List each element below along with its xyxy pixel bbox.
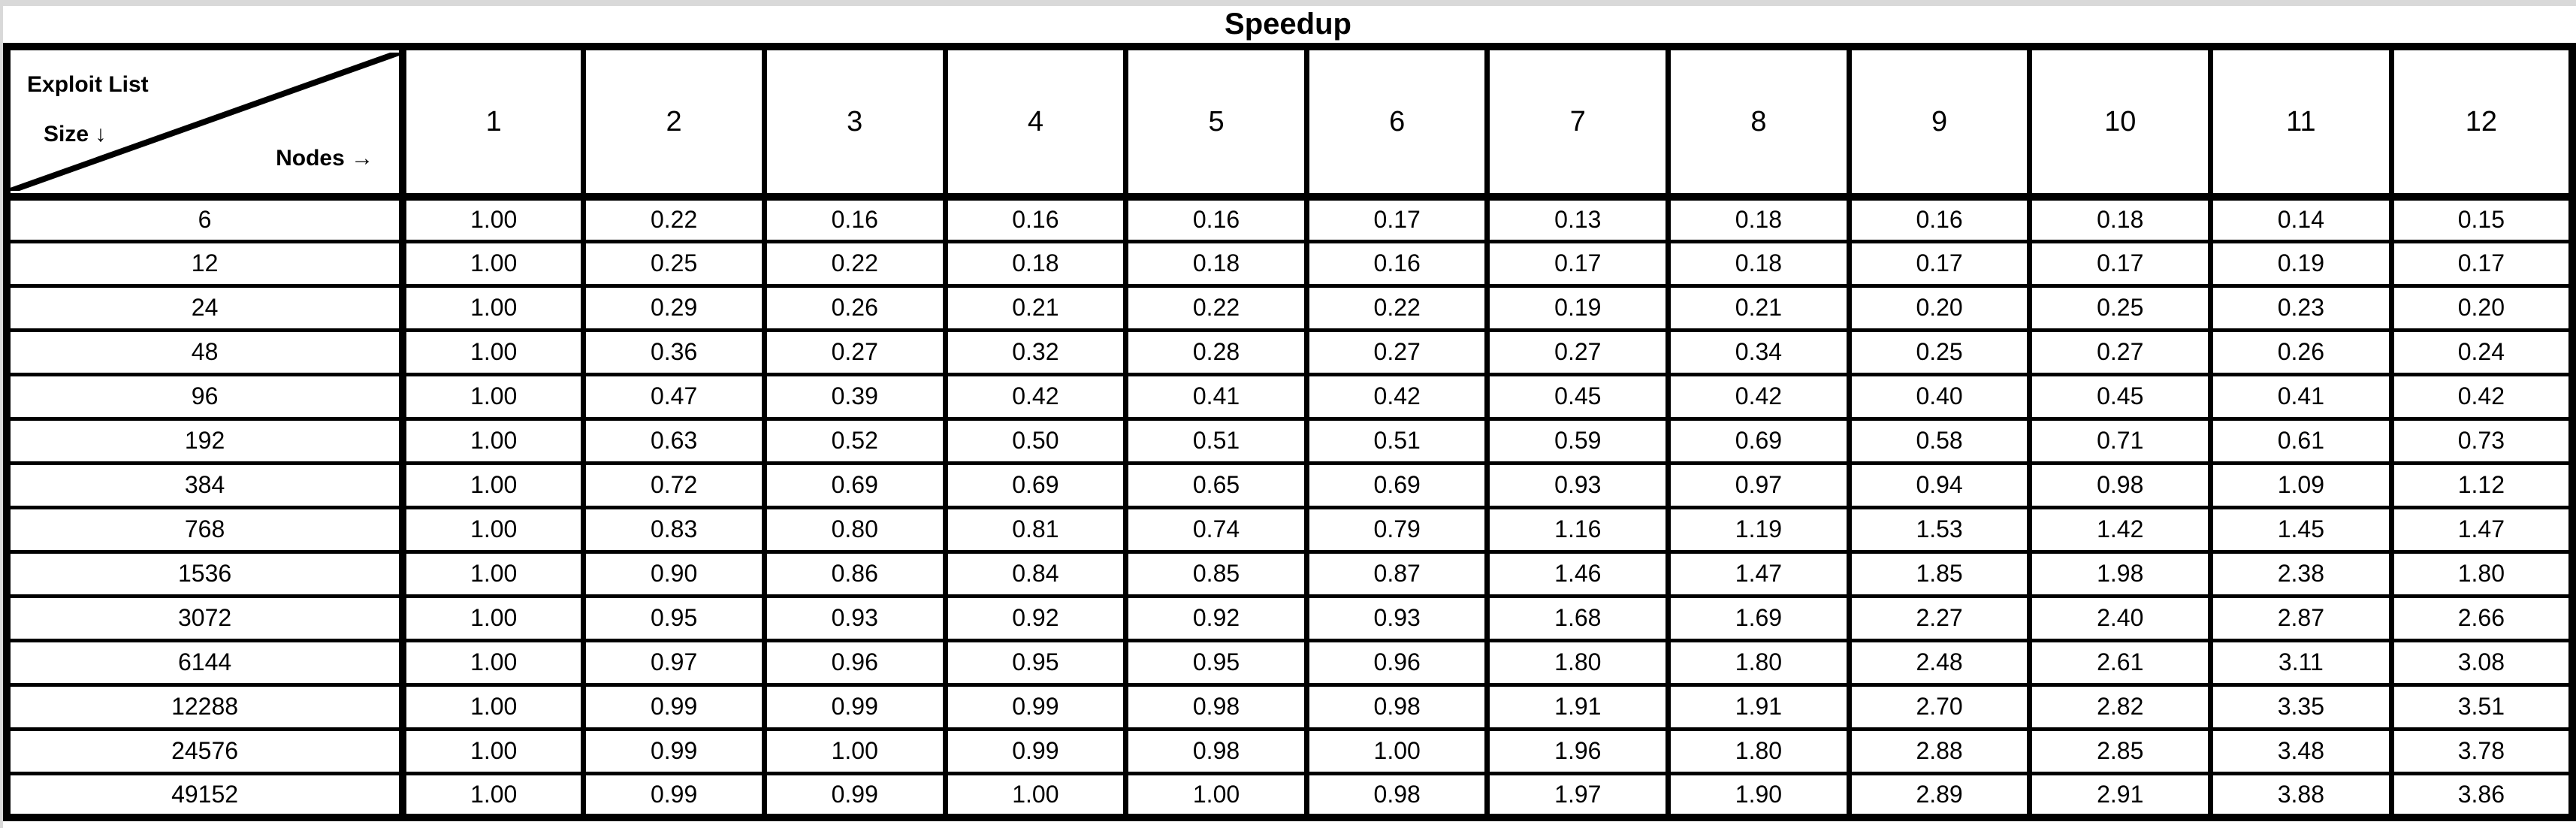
speedup-value-cell: 0.14 xyxy=(2211,197,2392,241)
speedup-value-cell: 0.69 xyxy=(1669,419,1850,463)
row-axis-direction-label: Size ↓ xyxy=(44,122,107,147)
size-row-header: 192 xyxy=(7,419,403,463)
speedup-value-cell: 0.99 xyxy=(584,729,765,773)
speedup-value-cell: 0.17 xyxy=(2391,241,2572,286)
table-row xyxy=(7,419,2572,463)
speedup-value-cell: 0.85 xyxy=(1126,551,1307,596)
speedup-value-cell: 0.42 xyxy=(2391,374,2572,419)
page-edge-left xyxy=(0,0,3,828)
speedup-value-cell: 3.51 xyxy=(2391,684,2572,729)
speedup-value-cell: 0.22 xyxy=(1126,286,1307,330)
page-edge-top xyxy=(0,0,2576,6)
speedup-value-cell: 2.85 xyxy=(2030,729,2211,773)
speedup-value-cell: 1.91 xyxy=(1669,684,1850,729)
speedup-value-cell: 2.70 xyxy=(1849,684,2030,729)
speedup-value-cell: 0.95 xyxy=(584,596,765,640)
table-row xyxy=(7,463,2572,507)
speedup-value-cell: 0.42 xyxy=(945,374,1126,419)
speedup-value-cell: 1.47 xyxy=(2391,507,2572,551)
speedup-value-cell: 0.26 xyxy=(764,286,945,330)
speedup-value-cell: 0.21 xyxy=(945,286,1126,330)
speedup-value-cell: 0.59 xyxy=(1487,419,1669,463)
speedup-value-cell: 1.00 xyxy=(403,507,584,551)
node-column-header: 5 xyxy=(1126,47,1307,197)
speedup-value-cell: 0.16 xyxy=(764,197,945,241)
speedup-value-cell: 3.48 xyxy=(2211,729,2392,773)
speedup-value-cell: 0.15 xyxy=(2391,197,2572,241)
speedup-value-cell: 0.79 xyxy=(1306,507,1487,551)
speedup-value-cell: 1.00 xyxy=(403,419,584,463)
speedup-value-cell: 0.74 xyxy=(1126,507,1307,551)
speedup-table xyxy=(3,43,2576,821)
speedup-value-cell: 2.88 xyxy=(1849,729,2030,773)
speedup-value-cell: 0.69 xyxy=(1306,463,1487,507)
speedup-value-cell: 1.45 xyxy=(2211,507,2392,551)
speedup-value-cell: 0.58 xyxy=(1849,419,2030,463)
speedup-value-cell: 1.00 xyxy=(403,286,584,330)
speedup-value-cell: 0.92 xyxy=(1126,596,1307,640)
speedup-value-cell: 3.78 xyxy=(2391,729,2572,773)
size-row-header: 1536 xyxy=(7,551,403,596)
speedup-value-cell: 0.98 xyxy=(1126,729,1307,773)
speedup-value-cell: 0.65 xyxy=(1126,463,1307,507)
speedup-value-cell: 0.19 xyxy=(1487,286,1669,330)
speedup-value-cell: 2.38 xyxy=(2211,551,2392,596)
speedup-value-cell: 1.46 xyxy=(1487,551,1669,596)
speedup-value-cell: 0.29 xyxy=(584,286,765,330)
speedup-value-cell: 0.17 xyxy=(1306,197,1487,241)
speedup-value-cell: 1.09 xyxy=(2211,463,2392,507)
node-column-header: 3 xyxy=(764,47,945,197)
table-row xyxy=(7,374,2572,419)
speedup-value-cell: 0.24 xyxy=(2391,330,2572,374)
speedup-value-cell: 0.98 xyxy=(1306,684,1487,729)
speedup-value-cell: 0.81 xyxy=(945,507,1126,551)
speedup-value-cell: 0.99 xyxy=(764,684,945,729)
speedup-value-cell: 1.80 xyxy=(1487,640,1669,684)
speedup-value-cell: 0.16 xyxy=(1849,197,2030,241)
speedup-value-cell: 0.39 xyxy=(764,374,945,419)
speedup-value-cell: 0.22 xyxy=(584,197,765,241)
speedup-value-cell: 0.93 xyxy=(764,596,945,640)
size-row-header: 24 xyxy=(7,286,403,330)
speedup-value-cell: 1.19 xyxy=(1669,507,1850,551)
speedup-value-cell: 0.18 xyxy=(1669,241,1850,286)
speedup-value-cell: 1.00 xyxy=(1306,729,1487,773)
speedup-value-cell: 0.99 xyxy=(584,773,765,817)
speedup-value-cell: 2.82 xyxy=(2030,684,2211,729)
speedup-value-cell: 1.00 xyxy=(403,241,584,286)
speedup-value-cell: 2.89 xyxy=(1849,773,2030,817)
table-row xyxy=(7,197,2572,241)
speedup-value-cell: 0.42 xyxy=(1306,374,1487,419)
speedup-value-cell: 3.08 xyxy=(2391,640,2572,684)
speedup-value-cell: 1.80 xyxy=(2391,551,2572,596)
speedup-value-cell: 0.34 xyxy=(1669,330,1850,374)
speedup-value-cell: 1.00 xyxy=(1126,773,1307,817)
speedup-value-cell: 0.73 xyxy=(2391,419,2572,463)
speedup-value-cell: 0.27 xyxy=(2030,330,2211,374)
speedup-value-cell: 0.21 xyxy=(1669,286,1850,330)
speedup-value-cell: 0.26 xyxy=(2211,330,2392,374)
speedup-value-cell: 1.00 xyxy=(403,640,584,684)
speedup-value-cell: 0.61 xyxy=(2211,419,2392,463)
table-row xyxy=(7,684,2572,729)
speedup-value-cell: 0.41 xyxy=(1126,374,1307,419)
node-column-header: 7 xyxy=(1487,47,1669,197)
speedup-value-cell: 2.87 xyxy=(2211,596,2392,640)
speedup-value-cell: 0.69 xyxy=(945,463,1126,507)
speedup-value-cell: 0.72 xyxy=(584,463,765,507)
node-column-header: 11 xyxy=(2211,47,2392,197)
speedup-value-cell: 3.86 xyxy=(2391,773,2572,817)
speedup-value-cell: 1.47 xyxy=(1669,551,1850,596)
speedup-value-cell: 2.48 xyxy=(1849,640,2030,684)
speedup-value-cell: 0.22 xyxy=(764,241,945,286)
speedup-value-cell: 0.99 xyxy=(945,729,1126,773)
speedup-value-cell: 0.83 xyxy=(584,507,765,551)
speedup-value-cell: 1.68 xyxy=(1487,596,1669,640)
speedup-value-cell: 1.12 xyxy=(2391,463,2572,507)
speedup-value-cell: 0.45 xyxy=(1487,374,1669,419)
speedup-value-cell: 0.52 xyxy=(764,419,945,463)
speedup-value-cell: 0.25 xyxy=(1849,330,2030,374)
speedup-value-cell: 2.66 xyxy=(2391,596,2572,640)
size-row-header: 96 xyxy=(7,374,403,419)
speedup-value-cell: 1.00 xyxy=(403,596,584,640)
speedup-value-cell: 0.17 xyxy=(1849,241,2030,286)
speedup-value-cell: 0.80 xyxy=(764,507,945,551)
speedup-value-cell: 0.22 xyxy=(1306,286,1487,330)
speedup-value-cell: 0.95 xyxy=(1126,640,1307,684)
speedup-value-cell: 0.41 xyxy=(2211,374,2392,419)
node-column-header: 10 xyxy=(2030,47,2211,197)
speedup-value-cell: 0.63 xyxy=(584,419,765,463)
speedup-value-cell: 0.13 xyxy=(1487,197,1669,241)
corner-box xyxy=(11,53,399,191)
speedup-value-cell: 0.18 xyxy=(945,241,1126,286)
speedup-value-cell: 3.11 xyxy=(2211,640,2392,684)
speedup-value-cell: 1.80 xyxy=(1669,729,1850,773)
speedup-value-cell: 0.20 xyxy=(2391,286,2572,330)
table-row xyxy=(7,551,2572,596)
speedup-value-cell: 0.93 xyxy=(1306,596,1487,640)
speedup-value-cell: 0.45 xyxy=(2030,374,2211,419)
speedup-value-cell: 0.92 xyxy=(945,596,1126,640)
speedup-value-cell: 1.00 xyxy=(403,197,584,241)
table-row xyxy=(7,729,2572,773)
speedup-value-cell: 0.23 xyxy=(2211,286,2392,330)
speedup-value-cell: 0.99 xyxy=(945,684,1126,729)
table-row xyxy=(7,507,2572,551)
speedup-value-cell: 0.99 xyxy=(764,773,945,817)
speedup-value-cell: 0.47 xyxy=(584,374,765,419)
speedup-value-cell: 0.71 xyxy=(2030,419,2211,463)
col-axis-label: Nodes → xyxy=(276,146,374,171)
speedup-value-cell: 0.27 xyxy=(1306,330,1487,374)
size-row-header: 49152 xyxy=(7,773,403,817)
speedup-value-cell: 0.90 xyxy=(584,551,765,596)
speedup-value-cell: 1.00 xyxy=(945,773,1126,817)
table-title: Speedup xyxy=(1225,8,1351,41)
speedup-value-cell: 0.87 xyxy=(1306,551,1487,596)
speedup-value-cell: 0.19 xyxy=(2211,241,2392,286)
row-axis-label: Exploit List xyxy=(27,72,149,97)
speedup-value-cell: 1.00 xyxy=(403,330,584,374)
node-column-header: 8 xyxy=(1669,47,1850,197)
speedup-value-cell: 0.36 xyxy=(584,330,765,374)
table-row xyxy=(7,241,2572,286)
table-row xyxy=(7,286,2572,330)
speedup-value-cell: 0.17 xyxy=(1487,241,1669,286)
speedup-value-cell: 1.69 xyxy=(1669,596,1850,640)
speedup-value-cell: 0.42 xyxy=(1669,374,1850,419)
table-row xyxy=(7,773,2572,817)
size-row-header: 48 xyxy=(7,330,403,374)
speedup-value-cell: 1.42 xyxy=(2030,507,2211,551)
speedup-value-cell: 2.91 xyxy=(2030,773,2211,817)
speedup-value-cell: 0.17 xyxy=(2030,241,2211,286)
speedup-value-cell: 1.00 xyxy=(403,684,584,729)
speedup-value-cell: 0.16 xyxy=(945,197,1126,241)
table-row xyxy=(7,330,2572,374)
speedup-value-cell: 0.18 xyxy=(1126,241,1307,286)
speedup-value-cell: 0.51 xyxy=(1306,419,1487,463)
speedup-value-cell: 1.90 xyxy=(1669,773,1850,817)
speedup-value-cell: 0.50 xyxy=(945,419,1126,463)
speedup-value-cell: 0.95 xyxy=(945,640,1126,684)
speedup-value-cell: 0.96 xyxy=(764,640,945,684)
speedup-value-cell: 0.98 xyxy=(2030,463,2211,507)
size-row-header: 384 xyxy=(7,463,403,507)
speedup-value-cell: 0.94 xyxy=(1849,463,2030,507)
speedup-value-cell: 1.16 xyxy=(1487,507,1669,551)
node-column-header: 12 xyxy=(2391,47,2572,197)
node-column-header: 4 xyxy=(945,47,1126,197)
speedup-value-cell: 1.91 xyxy=(1487,684,1669,729)
speedup-value-cell: 0.93 xyxy=(1487,463,1669,507)
speedup-value-cell: 2.61 xyxy=(2030,640,2211,684)
speedup-value-cell: 1.96 xyxy=(1487,729,1669,773)
speedup-value-cell: 0.27 xyxy=(764,330,945,374)
speedup-value-cell: 0.18 xyxy=(1669,197,1850,241)
speedup-value-cell: 1.80 xyxy=(1669,640,1850,684)
size-row-header: 3072 xyxy=(7,596,403,640)
speedup-value-cell: 1.00 xyxy=(764,729,945,773)
node-column-header: 1 xyxy=(403,47,584,197)
speedup-value-cell: 0.86 xyxy=(764,551,945,596)
speedup-value-cell: 2.40 xyxy=(2030,596,2211,640)
node-column-header: 2 xyxy=(584,47,765,197)
speedup-value-cell: 0.51 xyxy=(1126,419,1307,463)
corner-header-cell xyxy=(7,47,403,197)
speedup-value-cell: 0.28 xyxy=(1126,330,1307,374)
header-row xyxy=(7,47,2572,197)
speedup-value-cell: 1.85 xyxy=(1849,551,2030,596)
table-body xyxy=(7,197,2572,817)
speedup-value-cell: 0.16 xyxy=(1126,197,1307,241)
table-row xyxy=(7,596,2572,640)
speedup-value-cell: 0.20 xyxy=(1849,286,2030,330)
size-row-header: 6 xyxy=(7,197,403,241)
speedup-value-cell: 0.16 xyxy=(1306,241,1487,286)
size-row-header: 768 xyxy=(7,507,403,551)
speedup-value-cell: 1.53 xyxy=(1849,507,2030,551)
size-row-header: 12 xyxy=(7,241,403,286)
speedup-value-cell: 0.25 xyxy=(584,241,765,286)
size-row-header: 6144 xyxy=(7,640,403,684)
speedup-value-cell: 0.97 xyxy=(584,640,765,684)
speedup-value-cell: 0.97 xyxy=(1669,463,1850,507)
speedup-value-cell: 1.00 xyxy=(403,729,584,773)
speedup-value-cell: 0.98 xyxy=(1126,684,1307,729)
speedup-value-cell: 3.35 xyxy=(2211,684,2392,729)
speedup-value-cell: 1.97 xyxy=(1487,773,1669,817)
speedup-value-cell: 0.84 xyxy=(945,551,1126,596)
speedup-value-cell: 0.98 xyxy=(1306,773,1487,817)
speedup-value-cell: 1.00 xyxy=(403,773,584,817)
speedup-value-cell: 0.40 xyxy=(1849,374,2030,419)
size-row-header: 12288 xyxy=(7,684,403,729)
speedup-value-cell: 3.88 xyxy=(2211,773,2392,817)
speedup-value-cell: 0.27 xyxy=(1487,330,1669,374)
speedup-value-cell: 0.96 xyxy=(1306,640,1487,684)
size-row-header: 24576 xyxy=(7,729,403,773)
speedup-value-cell: 0.69 xyxy=(764,463,945,507)
speedup-value-cell: 0.18 xyxy=(2030,197,2211,241)
table-row xyxy=(7,640,2572,684)
speedup-value-cell: 1.00 xyxy=(403,374,584,419)
speedup-value-cell: 2.27 xyxy=(1849,596,2030,640)
speedup-value-cell: 0.32 xyxy=(945,330,1126,374)
speedup-value-cell: 1.98 xyxy=(2030,551,2211,596)
speedup-value-cell: 0.99 xyxy=(584,684,765,729)
speedup-value-cell: 1.00 xyxy=(403,463,584,507)
speedup-value-cell: 0.25 xyxy=(2030,286,2211,330)
node-column-header: 6 xyxy=(1306,47,1487,197)
node-column-header: 9 xyxy=(1849,47,2030,197)
speedup-value-cell: 1.00 xyxy=(403,551,584,596)
